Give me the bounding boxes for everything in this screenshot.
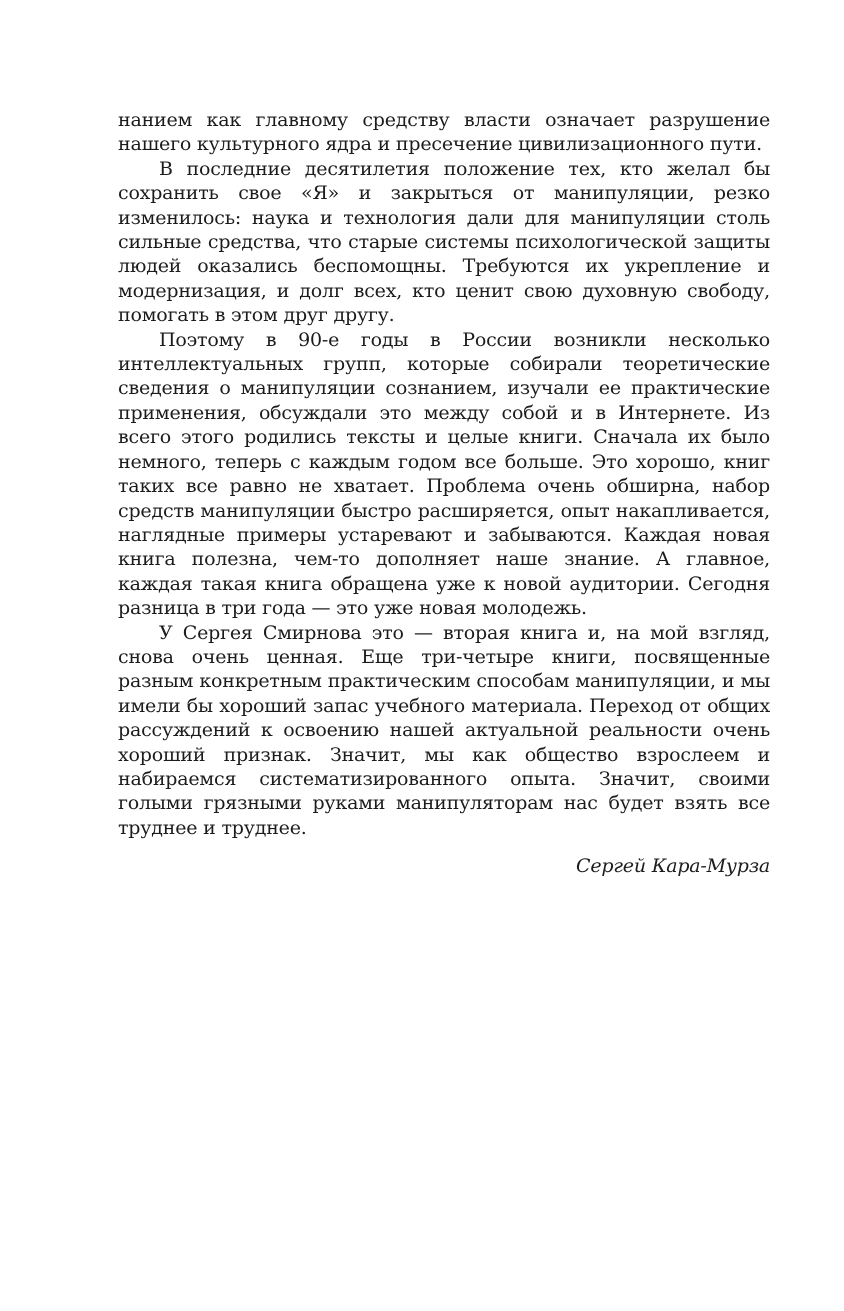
author-signature: Сергей Кара-Мурза — [576, 855, 770, 878]
paragraph-continuation: нанием как главному средству власти означает разрушение нашего культурного ядра и пресечение цивилизационного пути. — [118, 109, 770, 156]
paragraph-smirnov-book: У Сергея Смирнова это — вторая книга и, на мой взгляд, снова очень ценная. Еще три-четыре книги, посвященные разным конкретным практическим способам манипуляции, и мы имели бы хороший запас учебного материала. Переход от общих рассуждений к освоению нашей актуальной реальности очень хороший признак. Значит, мы как общество взрослеем и набираемся систематизированного опыта. Значит, своими голыми грязными руками манипуляторам нас будет взять все труднее и труднее. — [118, 621, 770, 839]
paragraph-protection: В последние десятилетия положение тех, кто желал бы сохранить свое «Я» и закрыться от манипуляции, резко изменилось: наука и технология дали для манипуляции столь сильные средства, что старые системы психологической защиты людей оказались беспомощны. Требуются их укрепление и модернизация, и долг всех, кто ценит свою духовную свободу, помогать в этом друг другу. — [118, 157, 770, 327]
paragraph-intellectual-groups: Поэтому в 90-е годы в России возникли несколько интеллектуальных групп, которые собирали теоретические сведения о манипуляции сознанием, изучали ее практические применения, обсуждали это между собой и в Интернете. Из всего этого родились тексты и целые книги. Сначала их было немного, теперь с каждым годом все больше. Это хорошо, книг таких все равно не хватает. Проблема очень обширна, набор средств манипуляции быстро расширяется, опыт накапливается, наглядные примеры устаревают и забываются. Каждая новая книга полезна, чем-то дополняет наше знание. А главное, каждая такая книга обращена уже к новой аудитории. Сегодня разница в три года — это уже новая молодежь. — [118, 328, 770, 620]
document-page — [118, 108, 770, 879]
